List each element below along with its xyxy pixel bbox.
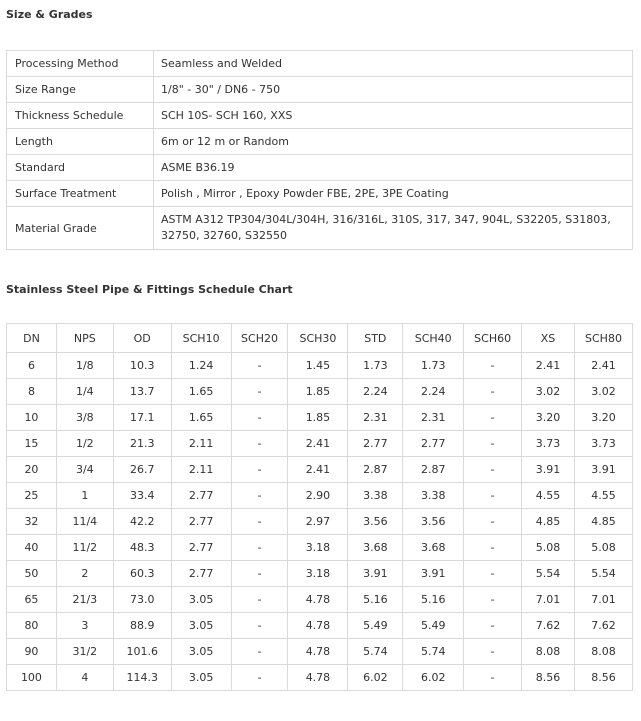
table-cell: 10	[7, 405, 57, 431]
spec-value: Polish , Mirror , Epoxy Powder FBE, 2PE, 3PE Coating	[154, 181, 633, 207]
table-cell: 3.73	[522, 431, 575, 457]
table-cell: 1.45	[288, 353, 348, 379]
table-cell: 13.7	[113, 379, 171, 405]
table-cell: 2.24	[403, 379, 464, 405]
column-header: NPS	[56, 324, 113, 353]
table-cell: 7.62	[574, 613, 632, 639]
table-cell: 3.91	[574, 457, 632, 483]
table-cell: 1/2	[56, 431, 113, 457]
table-cell: -	[464, 431, 522, 457]
table-cell: 4.78	[288, 587, 348, 613]
table-cell: 3.18	[288, 535, 348, 561]
table-cell: 3.38	[403, 483, 464, 509]
size-grades-table-body	[7, 51, 633, 250]
spec-row	[7, 155, 633, 181]
table-cell: -	[464, 587, 522, 613]
spec-value: Seamless and Welded	[154, 51, 633, 77]
table-cell: 2.77	[171, 561, 231, 587]
table-row	[7, 405, 633, 431]
table-cell: 5.49	[348, 613, 403, 639]
table-row	[7, 509, 633, 535]
column-header: XS	[522, 324, 575, 353]
table-cell: 25	[7, 483, 57, 509]
table-cell: -	[231, 561, 288, 587]
table-cell: -	[464, 509, 522, 535]
table-row	[7, 613, 633, 639]
table-cell: 3.68	[403, 535, 464, 561]
spec-row	[7, 207, 633, 250]
table-cell: 50	[7, 561, 57, 587]
table-cell: -	[464, 405, 522, 431]
table-cell: 2.77	[348, 431, 403, 457]
table-cell: 26.7	[113, 457, 171, 483]
table-row	[7, 665, 633, 691]
table-cell: 2.11	[171, 431, 231, 457]
table-cell: 3.18	[288, 561, 348, 587]
spec-label: Length	[7, 129, 154, 155]
table-cell: -	[231, 665, 288, 691]
table-cell: 20	[7, 457, 57, 483]
column-header: DN	[7, 324, 57, 353]
table-cell: -	[231, 639, 288, 665]
table-cell: -	[231, 353, 288, 379]
table-cell: 3.20	[522, 405, 575, 431]
spec-label: Thickness Schedule	[7, 103, 154, 129]
table-cell: 8.56	[574, 665, 632, 691]
table-cell: 4.55	[574, 483, 632, 509]
table-cell: -	[231, 483, 288, 509]
table-cell: 5.16	[348, 587, 403, 613]
table-row	[7, 535, 633, 561]
spec-value: ASME B36.19	[154, 155, 633, 181]
table-cell: 2.77	[171, 483, 231, 509]
table-cell: -	[464, 639, 522, 665]
table-cell: 17.1	[113, 405, 171, 431]
table-cell: 2.87	[348, 457, 403, 483]
table-cell: 2.31	[348, 405, 403, 431]
table-cell: 5.16	[403, 587, 464, 613]
spec-value: 1/8" - 30" / DN6 - 750	[154, 77, 633, 103]
table-cell: 1.65	[171, 379, 231, 405]
table-cell: -	[231, 405, 288, 431]
table-cell: 3.73	[574, 431, 632, 457]
table-cell: -	[464, 561, 522, 587]
spec-value: 6m or 12 m or Random	[154, 129, 633, 155]
table-cell: 2.41	[288, 457, 348, 483]
table-cell: 3.91	[403, 561, 464, 587]
table-cell: 2.11	[171, 457, 231, 483]
table-cell: 2.87	[403, 457, 464, 483]
table-row	[7, 587, 633, 613]
table-cell: 2.97	[288, 509, 348, 535]
column-header: SCH80	[574, 324, 632, 353]
table-cell: 5.08	[574, 535, 632, 561]
table-cell: 5.08	[522, 535, 575, 561]
table-cell: 1.85	[288, 379, 348, 405]
table-cell: 11/2	[56, 535, 113, 561]
table-cell: 6.02	[403, 665, 464, 691]
table-cell: 8.08	[522, 639, 575, 665]
table-cell: 11/4	[56, 509, 113, 535]
table-cell: 2.41	[574, 353, 632, 379]
table-cell: 1.24	[171, 353, 231, 379]
table-row	[7, 639, 633, 665]
table-cell: 6	[7, 353, 57, 379]
spec-label: Surface Treatment	[7, 181, 154, 207]
column-header: STD	[348, 324, 403, 353]
table-cell: 3.56	[348, 509, 403, 535]
table-row	[7, 457, 633, 483]
table-cell: 5.49	[403, 613, 464, 639]
table-cell: -	[231, 457, 288, 483]
spec-value: ASTM A312 TP304/304L/304H, 316/316L, 310S, 317, 347, 904L, S32205, S31803, 32750, 32760, S32550	[154, 207, 633, 250]
spec-row	[7, 51, 633, 77]
table-cell: 8.08	[574, 639, 632, 665]
table-cell: 3.20	[574, 405, 632, 431]
column-header: OD	[113, 324, 171, 353]
table-cell: 33.4	[113, 483, 171, 509]
table-cell: 3.38	[348, 483, 403, 509]
table-cell: 40	[7, 535, 57, 561]
table-cell: 4.55	[522, 483, 575, 509]
table-cell: 1.65	[171, 405, 231, 431]
table-cell: -	[231, 535, 288, 561]
table-cell: 3.05	[171, 587, 231, 613]
column-header: SCH10	[171, 324, 231, 353]
table-cell: 2.24	[348, 379, 403, 405]
table-cell: -	[464, 613, 522, 639]
table-cell: 1	[56, 483, 113, 509]
column-header: SCH60	[464, 324, 522, 353]
table-cell: 3.05	[171, 613, 231, 639]
table-cell: -	[231, 379, 288, 405]
spec-label: Material Grade	[7, 207, 154, 250]
schedule-chart-table-body	[7, 324, 633, 691]
table-cell: 60.3	[113, 561, 171, 587]
table-cell: 4.85	[522, 509, 575, 535]
table-cell: 3.91	[348, 561, 403, 587]
column-header: SCH40	[403, 324, 464, 353]
table-cell: 48.3	[113, 535, 171, 561]
table-cell: 31/2	[56, 639, 113, 665]
table-cell: 3.02	[522, 379, 575, 405]
table-cell: 21.3	[113, 431, 171, 457]
table-cell: 5.54	[522, 561, 575, 587]
table-cell: 8.56	[522, 665, 575, 691]
table-cell: 21/3	[56, 587, 113, 613]
table-cell: 2.41	[522, 353, 575, 379]
table-cell: 32	[7, 509, 57, 535]
spec-row	[7, 103, 633, 129]
spec-label: Processing Method	[7, 51, 154, 77]
column-header: SCH30	[288, 324, 348, 353]
table-cell: 3.56	[403, 509, 464, 535]
table-cell: 5.74	[403, 639, 464, 665]
schedule-header-row	[7, 324, 633, 353]
table-cell: -	[464, 457, 522, 483]
table-cell: 2.77	[403, 431, 464, 457]
size-grades-table	[6, 50, 633, 250]
schedule-chart-table	[6, 323, 633, 691]
size-grades-title: Size & Grades	[6, 8, 93, 21]
table-cell: 90	[7, 639, 57, 665]
table-cell: 114.3	[113, 665, 171, 691]
table-cell: 2.41	[288, 431, 348, 457]
table-cell: 5.74	[348, 639, 403, 665]
schedule-chart-title: Stainless Steel Pipe & Fittings Schedule Chart	[6, 283, 293, 296]
table-cell: 1/4	[56, 379, 113, 405]
table-cell: 80	[7, 613, 57, 639]
spec-label: Standard	[7, 155, 154, 181]
table-cell: -	[464, 665, 522, 691]
table-cell: 3.05	[171, 639, 231, 665]
table-cell: -	[231, 509, 288, 535]
table-cell: 6.02	[348, 665, 403, 691]
spec-value: SCH 10S- SCH 160, XXS	[154, 103, 633, 129]
table-cell: 10.3	[113, 353, 171, 379]
table-cell: 8	[7, 379, 57, 405]
table-cell: 7.62	[522, 613, 575, 639]
table-row	[7, 379, 633, 405]
table-cell: 3.68	[348, 535, 403, 561]
table-cell: 3.02	[574, 379, 632, 405]
table-row	[7, 483, 633, 509]
table-cell: 1/8	[56, 353, 113, 379]
spec-row	[7, 129, 633, 155]
table-cell: 1.85	[288, 405, 348, 431]
table-cell: 15	[7, 431, 57, 457]
spec-row	[7, 181, 633, 207]
table-cell: 5.54	[574, 561, 632, 587]
table-cell: 88.9	[113, 613, 171, 639]
table-cell: 3.05	[171, 665, 231, 691]
table-cell: 2.77	[171, 509, 231, 535]
table-cell: -	[464, 535, 522, 561]
table-cell: 2.90	[288, 483, 348, 509]
table-cell: 42.2	[113, 509, 171, 535]
table-cell: 4.78	[288, 665, 348, 691]
table-cell: 1.73	[348, 353, 403, 379]
table-cell: 4.78	[288, 639, 348, 665]
table-cell: 100	[7, 665, 57, 691]
table-cell: 3/4	[56, 457, 113, 483]
table-row	[7, 561, 633, 587]
table-cell: -	[231, 613, 288, 639]
table-cell: -	[464, 379, 522, 405]
table-cell: 4.78	[288, 613, 348, 639]
table-cell: 4	[56, 665, 113, 691]
table-cell: 101.6	[113, 639, 171, 665]
table-cell: 2.77	[171, 535, 231, 561]
table-cell: -	[464, 353, 522, 379]
table-cell: 3.91	[522, 457, 575, 483]
table-cell: 65	[7, 587, 57, 613]
table-cell: -	[231, 431, 288, 457]
spec-label: Size Range	[7, 77, 154, 103]
table-row	[7, 431, 633, 457]
table-cell: 4.85	[574, 509, 632, 535]
table-cell: 7.01	[574, 587, 632, 613]
table-cell: 7.01	[522, 587, 575, 613]
table-cell: 2.31	[403, 405, 464, 431]
spec-row	[7, 77, 633, 103]
table-cell: 1.73	[403, 353, 464, 379]
table-row	[7, 353, 633, 379]
table-cell: 3/8	[56, 405, 113, 431]
table-cell: 73.0	[113, 587, 171, 613]
table-cell: -	[231, 587, 288, 613]
table-cell: -	[464, 483, 522, 509]
table-cell: 2	[56, 561, 113, 587]
column-header: SCH20	[231, 324, 288, 353]
table-cell: 3	[56, 613, 113, 639]
